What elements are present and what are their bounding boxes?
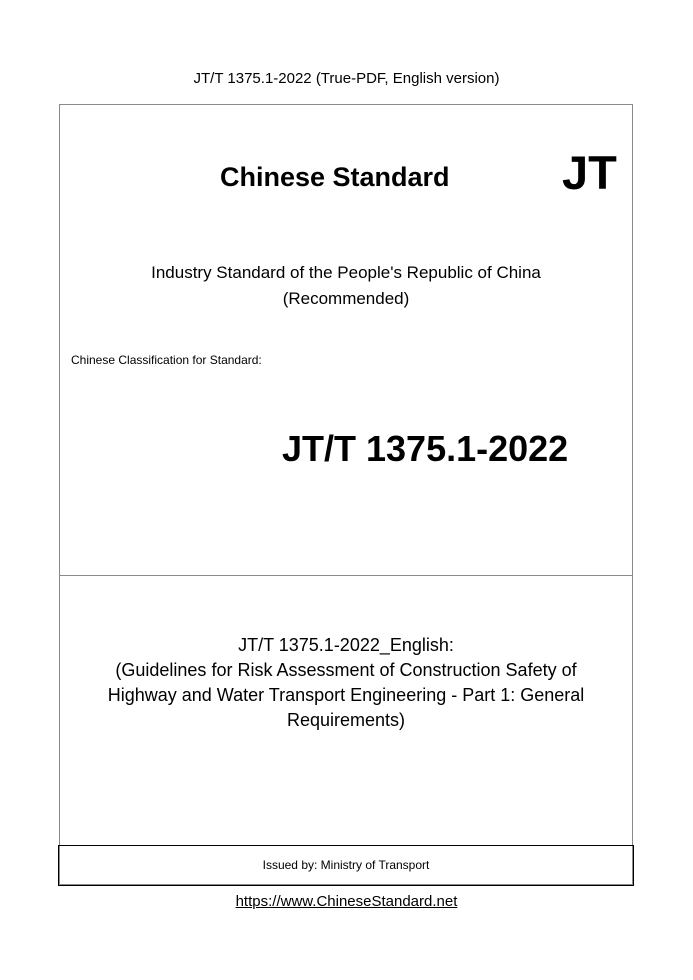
industry-line-1: Industry Standard of the People's Republic of China [151,263,541,282]
footer [0,893,693,911]
document-kind-title: Chinese Standard [220,162,450,192]
standard-code-mark: JT [562,146,617,199]
cover-title-section [60,575,632,845]
standard-number: JT/T 1375.1-2022 [282,428,569,469]
cover-top-section [60,105,632,576]
title-line-4: Requirements) [286,710,406,730]
industry-line-2: (Recommended) [282,289,410,308]
page-header: JT/T 1375.1-2022 (True-PDF, English version) [193,70,500,87]
classification-label: Chinese Classification for Standard: [71,353,262,367]
issuer-box: Issued by: Ministry of Transport [58,845,634,886]
industry-standard-label [60,260,632,312]
title-line-3: Highway and Water Transport Engineering - Part 1: General [107,685,585,705]
title-line-1: JT/T 1375.1-2022_English: [238,635,454,655]
document-title [60,633,632,733]
title-line-2: (Guidelines for Risk Assessment of Construction Safety of [115,660,577,680]
cover-frame [59,104,633,885]
website-link[interactable]: https://www.ChineseStandard.net [235,893,458,910]
